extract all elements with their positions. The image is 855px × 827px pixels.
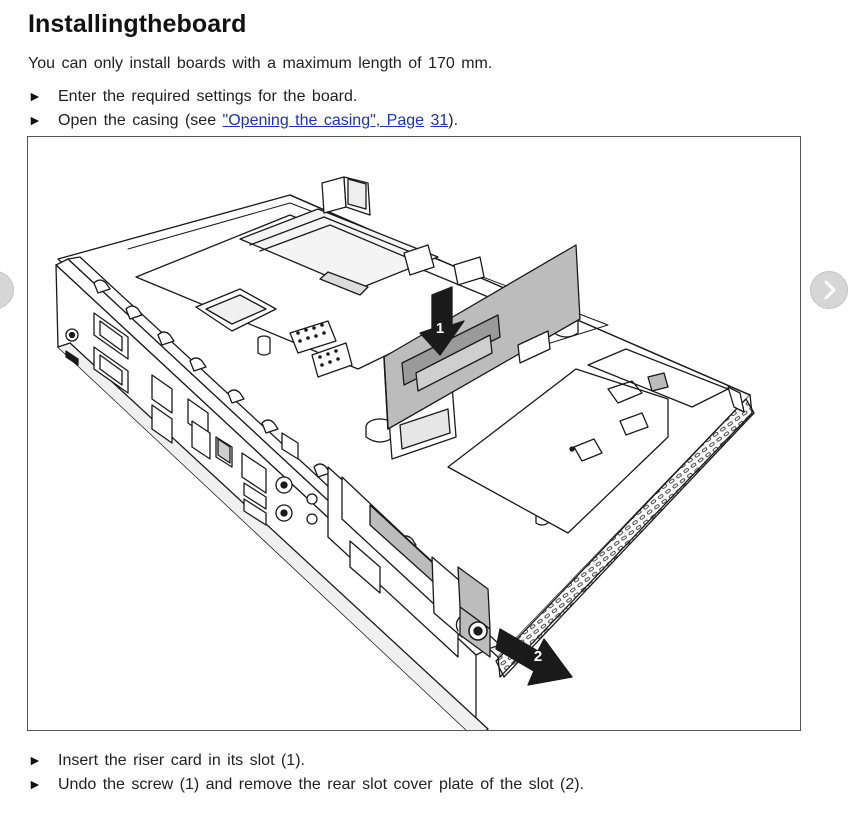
steps-list-after <box>28 748 584 796</box>
steps-list-before <box>28 84 458 132</box>
step-item <box>28 84 458 108</box>
arrow-bullet-icon: ► <box>28 88 42 104</box>
arrow-bullet-icon: ► <box>28 776 42 792</box>
arrow-bullet-icon: ► <box>28 112 42 128</box>
chevron-right-icon <box>811 272 847 308</box>
intro-text: You can only install boards with a maximum length of 170 mm. <box>28 55 493 72</box>
installation-figure <box>27 136 801 731</box>
step-item <box>28 748 584 772</box>
previous-page-button[interactable] <box>0 271 14 309</box>
step-text-suffix: ). <box>448 112 459 129</box>
page-number-link[interactable]: 31 <box>430 112 449 129</box>
step-text: Enter the required settings for the board. <box>58 88 358 105</box>
chassis-illustration <box>28 137 800 730</box>
callout-2-label: 2 <box>533 648 543 665</box>
callout-1-label: 1 <box>435 320 445 337</box>
step-item <box>28 108 458 132</box>
step-item <box>28 772 584 796</box>
step-text: Undo the screw (1) and remove the rear slot cover plate of the slot (2). <box>58 776 585 793</box>
next-page-button[interactable] <box>810 271 848 309</box>
arrow-bullet-icon: ► <box>28 752 42 768</box>
step-text-prefix: Open the casing (see <box>58 112 223 129</box>
page-title: Installingtheboard <box>28 10 247 38</box>
opening-casing-link[interactable]: "Opening the casing", Page <box>222 112 425 129</box>
step-text: Insert the riser card in its slot (1). <box>58 752 305 769</box>
chevron-left-icon <box>0 272 13 308</box>
